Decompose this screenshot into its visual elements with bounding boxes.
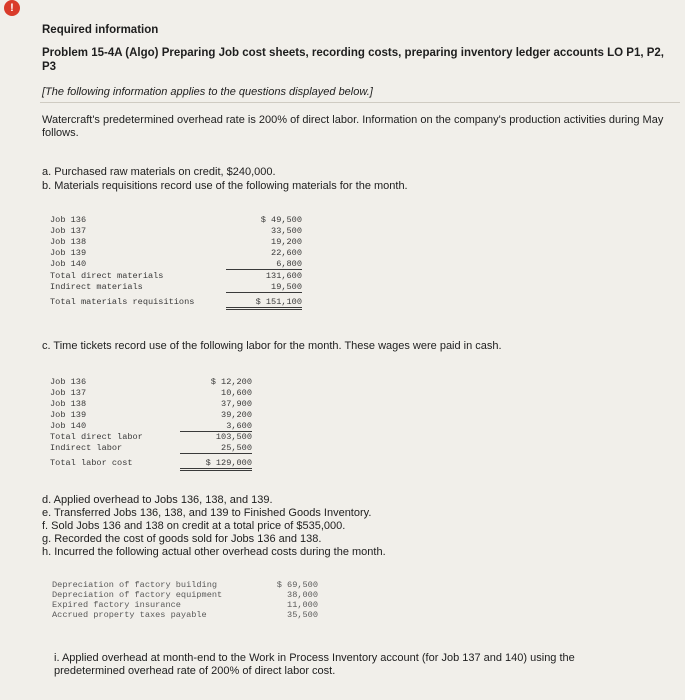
table-row (52, 600, 181, 610)
item-g: g. Recorded the cost of goods sold for Jobs 136 and 138. (42, 533, 322, 545)
materials-table (50, 215, 310, 315)
labor-table (50, 377, 270, 477)
row-value: 38,000 (287, 590, 318, 600)
problem-title: Problem 15-4A (Algo) Preparing Job cost sheets, recording costs, preparing inventory ledger accounts LO P1, P2, P3 (42, 47, 665, 73)
table-row (50, 388, 86, 398)
row-value: 33,500 (271, 226, 302, 236)
row-label: Depreciation of factory equipment (52, 590, 223, 600)
row-label: Job 138 (50, 399, 87, 409)
item-h: h. Incurred the following actual other overhead costs during the month. (42, 546, 386, 558)
row-label: Job 139 (50, 410, 87, 420)
row-label: Job 137 (50, 226, 87, 236)
item-e: e. Transferred Jobs 136, 138, and 139 to Finished Goods Inventory. (42, 507, 372, 519)
row-label: Job 139 (50, 248, 87, 258)
row-label: Job 136 (50, 215, 87, 225)
total-direct-labor-value: 103,500 (215, 432, 252, 442)
row-label: Job 138 (50, 237, 87, 247)
divider (40, 102, 680, 103)
row-value: $ 12,200 (210, 377, 252, 387)
item-a: a. Purchased raw materials on credit, $240,000. (42, 166, 276, 178)
table-row (50, 421, 86, 431)
row-label: Job 140 (50, 259, 87, 269)
table-row (50, 215, 86, 225)
total-materials-value: $ 151,100 (226, 297, 302, 310)
indirect-labor-value: 25,500 (180, 443, 252, 454)
row-value: 37,900 (221, 399, 252, 409)
item-d: d. Applied overhead to Jobs 136, 138, and 139. (42, 494, 273, 506)
row-value: 10,600 (221, 388, 252, 398)
table-row (50, 410, 86, 420)
table-row (50, 226, 86, 236)
row-value: 39,200 (221, 410, 252, 420)
row-label: Job 136 (50, 377, 87, 387)
indirect-labor-label: Indirect labor (50, 443, 123, 453)
row-label: Expired factory insurance (52, 600, 181, 610)
table-row (50, 377, 86, 387)
table-row (50, 399, 86, 409)
item-c: c. Time tickets record use of the following labor for the month. These wages were paid in cash. (42, 340, 502, 352)
total-direct-materials-value: 131,600 (265, 271, 302, 281)
item-f: f. Sold Jobs 136 and 138 on credit at a total price of $535,000. (42, 520, 346, 532)
total-direct-materials-label: Total direct materials (50, 271, 164, 281)
table-row (50, 259, 86, 269)
alert-icon: ! (4, 0, 20, 16)
total-materials-label: Total materials requisitions (50, 297, 195, 307)
item-i: i. Applied overhead at month-end to the Work in Process Inventory account (for Job 137 and 140) using the predetermined overhead rate of 200% of direct labor cost. (54, 652, 575, 677)
info-note: [The following information applies to the questions displayed below.] (42, 86, 373, 98)
row-label: Depreciation of factory building (52, 580, 218, 590)
row-value: 35,500 (287, 610, 318, 620)
indirect-materials-label: Indirect materials (50, 282, 143, 292)
indirect-materials-value: 19,500 (226, 282, 302, 293)
table-row (50, 248, 86, 258)
item-b: b. Materials requisitions record use of the following materials for the month. (42, 180, 408, 192)
table-row (52, 580, 217, 590)
row-value: 3,600 (180, 421, 252, 432)
table-row (52, 590, 222, 600)
overhead-table (52, 580, 332, 630)
table-row (52, 610, 207, 620)
row-label: Accrued property taxes payable (52, 610, 207, 620)
row-value: 19,200 (271, 237, 302, 247)
row-value: $ 49,500 (260, 215, 302, 225)
required-information-heading: Required information (42, 24, 159, 36)
row-value: 11,000 (287, 600, 318, 610)
intro-text: Watercraft's predetermined overhead rate is 200% of direct labor. Information on the company's production activities during May follows. (42, 114, 664, 139)
total-direct-labor-label: Total direct labor (50, 432, 143, 442)
table-row (50, 237, 86, 247)
row-value: $ 69,500 (276, 580, 318, 590)
row-label: Job 137 (50, 388, 87, 398)
row-value: 6,800 (226, 259, 302, 270)
total-labor-label: Total labor cost (50, 458, 133, 468)
row-value: 22,600 (271, 248, 302, 258)
total-labor-value: $ 129,000 (180, 458, 252, 471)
row-label: Job 140 (50, 421, 87, 431)
